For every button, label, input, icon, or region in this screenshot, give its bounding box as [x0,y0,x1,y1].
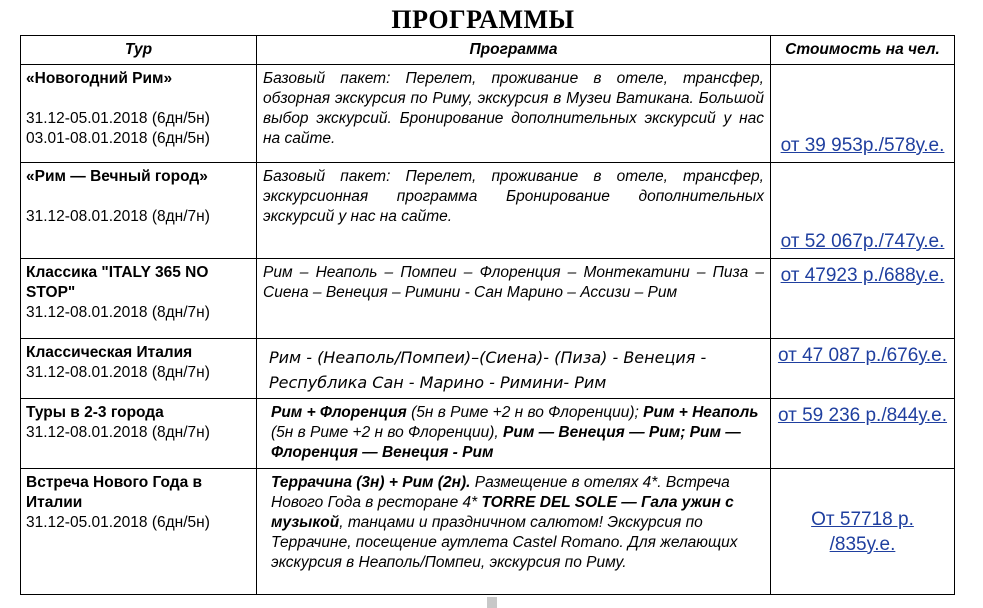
price-link[interactable]: от 47 087 р./676у.е. [777,345,948,366]
price-cell [771,163,955,259]
header-price: Стоимость на чел. [771,36,955,65]
program-text: Рим - (Неаполь/Помпеи)–(Сиена)- (Пиза) - Венеция - Республика Сан - Марино - Римини- Рим [257,339,771,399]
tour-cell [21,339,257,399]
tour-name: Туры в 2-3 города [26,404,164,421]
tour-name: «Новогодний Рим» [26,70,173,87]
table-row [21,339,955,399]
tour-cell [21,65,257,163]
program-text [257,399,771,469]
program-text: Базовый пакет: Перелет, проживание в отеле, трансфер, обзорная экскурсия по Риму, экскурсия в Музеи Ватикана. Большой выбор экскурсий. Бронирование дополнительных экскурсий у нас на сайте. [257,65,771,163]
header-program: Программа [257,36,771,65]
price-link[interactable]: от 52 067р./747у.е. [780,231,945,252]
price-link[interactable]: от 39 953р./578у.е. [780,135,945,156]
tour-name: Классика "ITALY 365 NO STOP" [26,264,209,301]
tour-name: Встреча Нового Года в Италии [26,474,203,511]
price-cell [771,399,955,469]
table-row [21,259,955,339]
scroll-indicator[interactable] [487,597,497,608]
program-bold-part: Рим + Флоренция [271,404,407,421]
program-text: Рим – Неаполь – Помпеи – Флоренция – Монтекатини – Пиза – Сиена – Венеция – Римини - Сан Марино – Ассизи – Рим [257,259,771,339]
tour-cell [21,163,257,259]
tour-dates: 31.12-05.01.2018 (6дн/5н) [26,110,210,127]
program-bold-part: Рим — Венеция — Рим; Рим — Флоренция — Венеция - Рим [271,424,741,461]
tour-dates: 03.01-08.01.2018 (6дн/5н) [26,130,210,147]
tour-cell [21,399,257,469]
price-cell [771,469,955,595]
program-text: Базовый пакет: Перелет, проживание в отеле, трансфер, экскурсионная программа Бронирование дополнительных экскурсий у нас на сайте. [257,163,771,259]
program-bold-part: Террачина (3н) + Рим (2н). [271,474,471,491]
tour-cell [21,259,257,339]
program-part: (5н в Риме +2 н во Флоренции); [406,404,644,421]
price-link[interactable]: от 47923 р./688у.е. [780,265,945,286]
price-cell [771,65,955,163]
tour-dates: 31.12-08.01.2018 (8дн/7н) [26,304,210,321]
programs-table [20,35,955,595]
program-part: (5н в Риме +2 н во Флоренции), [271,424,504,441]
tour-name: «Рим — Вечный город» [26,168,208,185]
tour-cell [21,469,257,595]
price-cell [771,259,955,339]
page-title: ПРОГРАММЫ [391,5,575,34]
tour-name: Классическая Италия [26,344,193,361]
program-bold-part: Рим + Неаполь [643,404,759,421]
header-tour: Тур [21,36,257,65]
program-bold-part: TORRE DEL SOLE — Гала ужин с музыкой [271,494,734,531]
table-row [21,163,955,259]
price-link[interactable]: От 57718 р. /835у.е. [811,508,914,555]
price-link[interactable]: от 59 236 р./844у.е. [777,405,948,426]
tour-dates: 31.12-08.01.2018 (8дн/7н) [26,208,210,225]
table-row [21,399,955,469]
program-text [257,469,771,595]
tour-dates: 31.12-05.01.2018 (6дн/5н) [26,514,210,531]
table-header-row [21,36,955,65]
table-row [21,65,955,163]
tour-dates: 31.12-08.01.2018 (8дн/7н) [26,424,210,441]
tour-dates: 31.12-08.01.2018 (8дн/7н) [26,364,210,381]
price-cell [771,339,955,399]
table-row [21,469,955,595]
program-part: , танцами и праздничном салютом! Экскурсия по Террачине, посещение аутлета Castel Romano. Для желающих экскурсия в Неаполь/Помпеи, экскурсия по Риму. [271,514,738,571]
program-part: Размещение в отелях 4*. Встреча Нового Года в ресторане 4* [271,474,730,511]
